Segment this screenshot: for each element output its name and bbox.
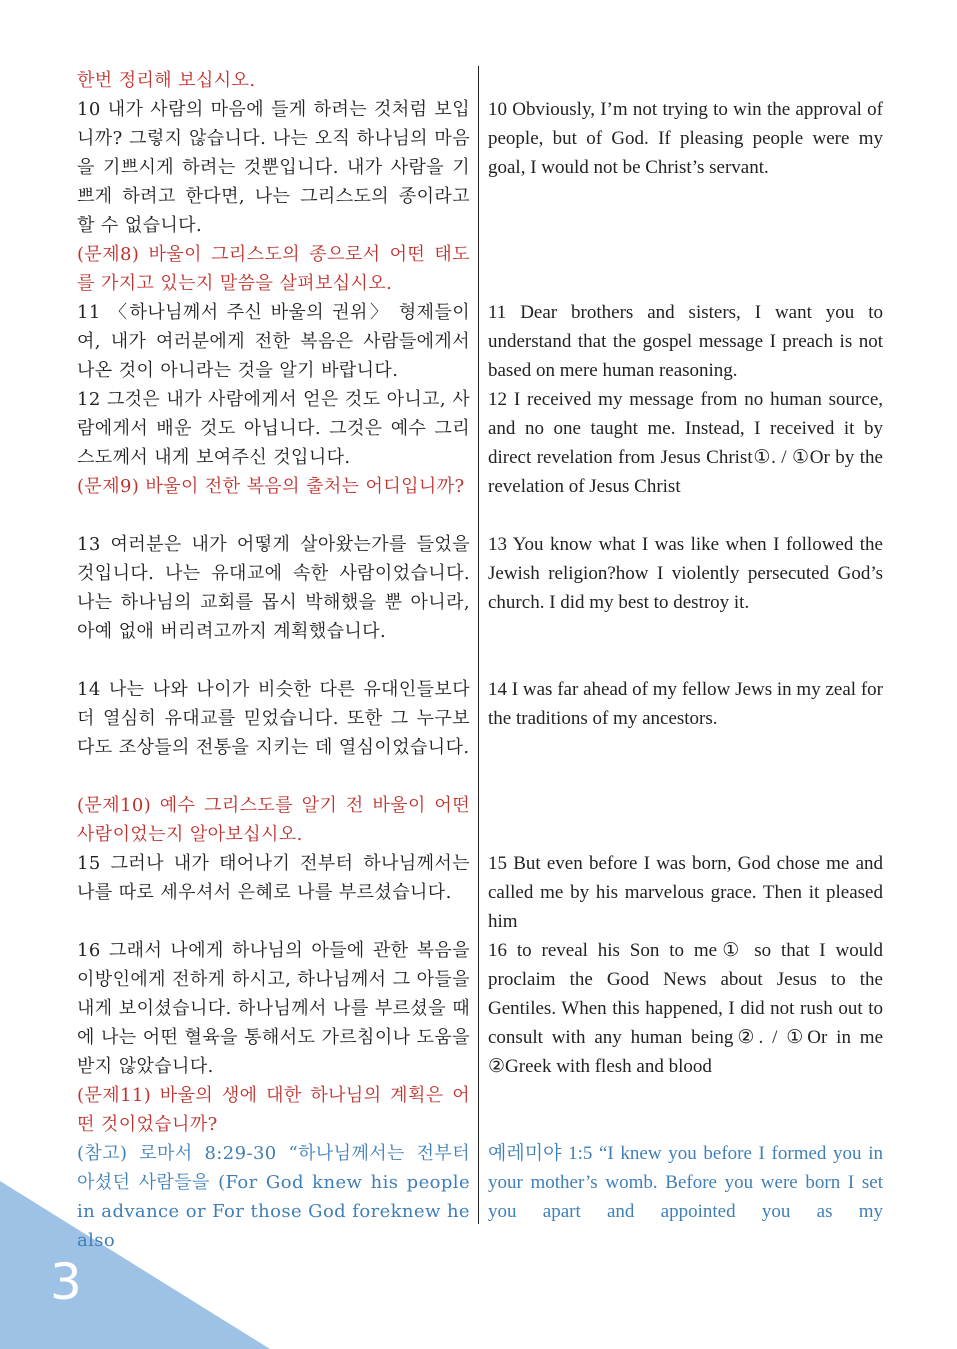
korean-verse-16: 16 그래서 나에게 하나님의 아들에 관한 복음을 이방인에게 전하게 하시고, 하나님께서 그 아들을 내게 보이셨습니다. 하나님께서 나를 부르셨을 때에 나는 어떤 혈육을 통해서도 가르침이나 도움을 받지 않았습니다.: [77, 940, 470, 1077]
english-reference: 예레미야 1:5 “I knew you before I formed you in your mother’s womb. Before you were born I set you apart and appointed you as my: [488, 1143, 883, 1222]
english-verse-11: 11 Dear brothers and sisters, I want you to understand that the gospel message I preach is not based on mere human reasoning.: [488, 302, 883, 381]
korean-verse-15: 15 그러나 내가 태어나기 전부터 하나님께서는 나를 따로 세우셔서 은혜로 나를 부르셨습니다.: [77, 853, 470, 903]
korean-verse-12: 12 그것은 내가 사람에게서 얻은 것도 아니고, 사람에게서 배운 것도 아닙니다. 그것은 예수 그리스도께서 내게 보여주신 것입니다.: [77, 389, 470, 468]
question-10: (문제10) 예수 그리스도를 알기 전 바울이 어떤 사람이었는지 알아보십시오.: [77, 795, 470, 845]
korean-verse-14: 14 나는 나와 나이가 비슷한 다른 유대인들보다 더 열심히 유대교를 믿었습니다. 또한 그 누구보다도 조상들의 전통을 지키는 데 열심이었습니다.: [77, 679, 470, 758]
question-8: (문제8) 바울이 그리스도의 종으로서 어떤 태도를 가지고 있는지 말씀을 살펴보십시오.: [77, 244, 470, 294]
korean-verse-13: 13 여러분은 내가 어떻게 살아왔는가를 들었을 것입니다. 나는 유대교에 속한 사람이었습니다. 나는 하나님의 교회를 몹시 박해했을 뿐 아니라, 아예 없애 버리려고까지 계획했습니다.: [77, 534, 470, 642]
english-verse-10: 10 Obviously, I’m not trying to win the approval of people, but of God. If pleasing people were my goal, I would not be Christ’s servant.: [488, 99, 883, 178]
question-7-tail: 한번 정리해 보십시오.: [77, 70, 256, 91]
english-verse-14: 14 I was far ahead of my fellow Jews in my zeal for the traditions of my ancestors.: [488, 679, 883, 729]
korean-verse-10: 10 내가 사람의 마음에 들게 하려는 것처럼 보입니까? 그렇지 않습니다. 나는 오직 하나님의 마음을 기쁘시게 하려는 것뿐입니다. 내가 사람을 기쁘게 하려고 한다면, 나는 그리스도의 종이라고 할 수 없습니다.: [77, 99, 470, 236]
column-divider: [478, 66, 479, 1224]
english-verse-13: 13 You know what I was like when I followed the Jewish religion?how I violently persecuted God’s church. I did my best to destroy it.: [488, 534, 883, 613]
question-9: (문제9) 바울이 전한 복음의 출처는 어디입니까?: [77, 476, 465, 497]
spacer-q8: [488, 240, 883, 298]
english-column: [488, 66, 883, 1226]
question-11: (문제11) 바울의 생에 대한 하나님의 계획은 어떤 것이었습니까?: [77, 1085, 470, 1135]
english-verse-16: 16 to reveal his Son to me① so that I would proclaim the Good News about Jesus to the Gentiles. When this happened, I did not rush out to consult with any human being②. / ①Or in me ②Greek with flesh and blood: [488, 940, 883, 1077]
page-number: 3: [50, 1253, 82, 1311]
korean-column: [77, 66, 470, 1251]
english-verse-12: 12 I received my message from no human source, and no one taught me. Instead, I received it by direct revelation from Jesus Christ①. / ①Or by the revelation of Jesus Christ: [488, 389, 883, 497]
english-verse-15: 15 But even before I was born, God chose me and called me by his marvelous grace. Then it pleased him: [488, 853, 883, 932]
korean-verse-11: 11 〈하나님께서 주신 바울의 권위〉 형제들이여, 내가 여러분에게 전한 복음은 사람들에게서 나온 것이 아니라는 것을 알기 바랍니다.: [77, 302, 470, 381]
spacer-q11: [488, 1081, 883, 1139]
reference-note: (참고) 로마서 8:29-30 “하나님께서는 전부터 아셨던 사람들을 (For God knew his people in advance or For those God foreknew he also: [77, 1143, 470, 1251]
spacer-top: [488, 66, 883, 95]
